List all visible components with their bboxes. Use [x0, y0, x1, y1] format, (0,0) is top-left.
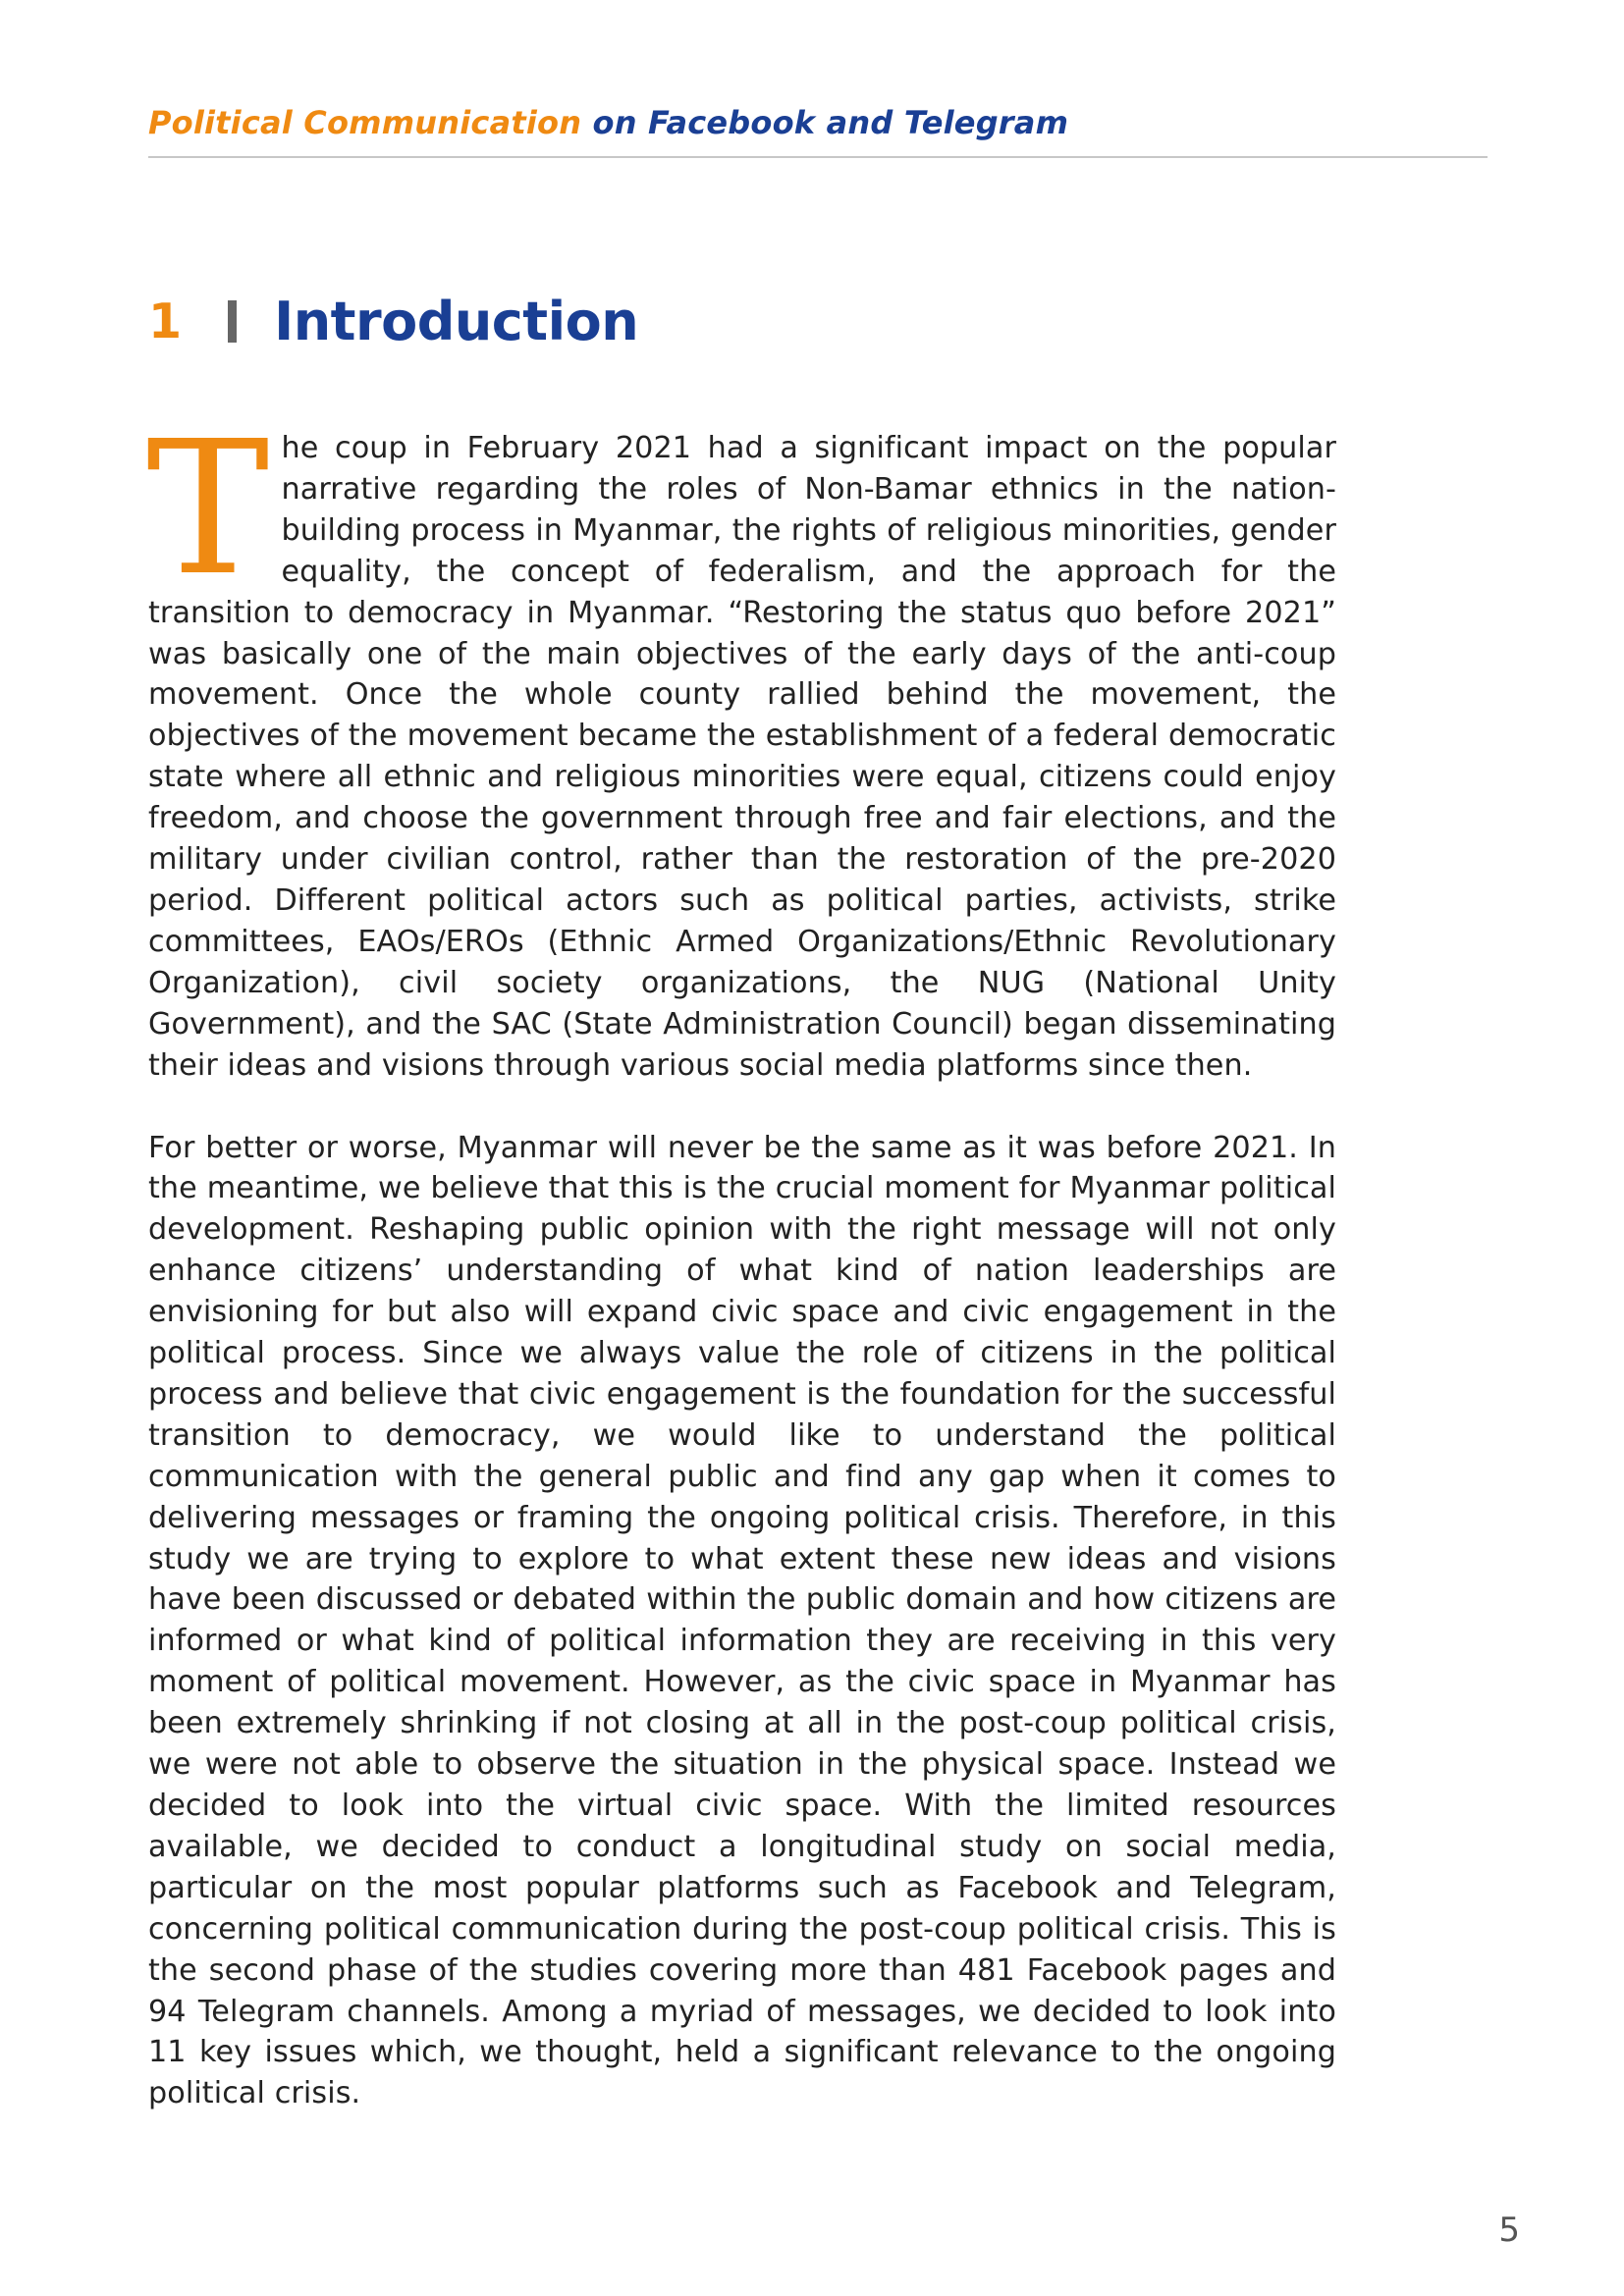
paragraph-1: [146, 401, 1336, 1087]
paragraph-2: [148, 1128, 1336, 2115]
section-number: 1: [148, 293, 183, 349]
running-header-blue-part: on Facebook and Telegram: [592, 104, 1069, 141]
running-header: [148, 104, 1068, 141]
page-number: 5: [1498, 2211, 1520, 2250]
body-text: [146, 401, 1336, 2156]
header-divider: [148, 156, 1488, 158]
paragraph-2-text: For better or worse, Myanmar will never be the same as it was before 2021. In the meantime, we believe that this is the crucial moment for Myanmar political development. Reshaping public opinion with the right message will not only enhance citizens’ understanding of what kind of nation leaderships are envisioning for but also will expand civic space and civic engagement in the political process. Since we always value the role of citizens in the political process and believe that civic engagement is the foundation for the successful transition to democracy, we would like to understand the political communication with the general public and find any gap when it comes to delivering messages or framing the ongoing political crisis. Therefore, in this study we are trying to explore to what extent these new ideas and visions have been discussed or debated within the public domain and how citizens are informed or what kind of political information they are receiving in this very moment of political movement. However, as the civic space in Myanmar has been extremely shrinking if not closing at all in the post-coup political crisis, we were not able to observe the situation in the physical space. Instead we decided to look into the virtual civic space. With the limited resources available, we decided to conduct a longitudinal study on social media, particular on the most popular platforms such as Facebook and Telegram, concerning political communication during the post-coup political crisis. This is the second phase of the studies covering more than 481 Facebook pages and 94 Telegram channels. Among a myriad of messages, we decided to look into 11 key issues which, we thought, held a significant relevance to the ongoing political crisis.: [148, 1130, 1336, 2111]
drop-cap: T: [146, 401, 270, 616]
paragraph-1-text: he coup in February 2021 had a significant impact on the popular narrative regarding the roles of Non-Bamar ethnics in the nation-building process in Myanmar, the rights of religious minorities, gender equality, the concept of federalism, and the approach for the transition to democracy in Myanmar. “Restoring the status quo before 2021” was basically one of the main objectives of the early days of the anti-coup movement. Once the whole county rallied behind the movement, the objectives of the movement became the establishment of a federal democratic state where all ethnic and religious minorities were equal, citizens could enjoy freedom, and choose the government through free and fair elections, and the military under civilian control, rather than the restoration of the pre-2020 period. Different political actors such as political parties, activists, strike committees, EAOs/EROs (Ethnic Armed Organizations/Ethnic Revolutionary Organization), civil society organizations, the NUG (National Unity Government), and the SAC (State Administration Council) began disseminating their ideas and visions through various social media platforms since then.: [148, 431, 1336, 1083]
section-heading: [148, 287, 638, 355]
section-separator-bar: [228, 300, 237, 343]
section-title: Introduction: [274, 290, 639, 352]
running-header-orange-part: Political Communication: [148, 104, 582, 141]
